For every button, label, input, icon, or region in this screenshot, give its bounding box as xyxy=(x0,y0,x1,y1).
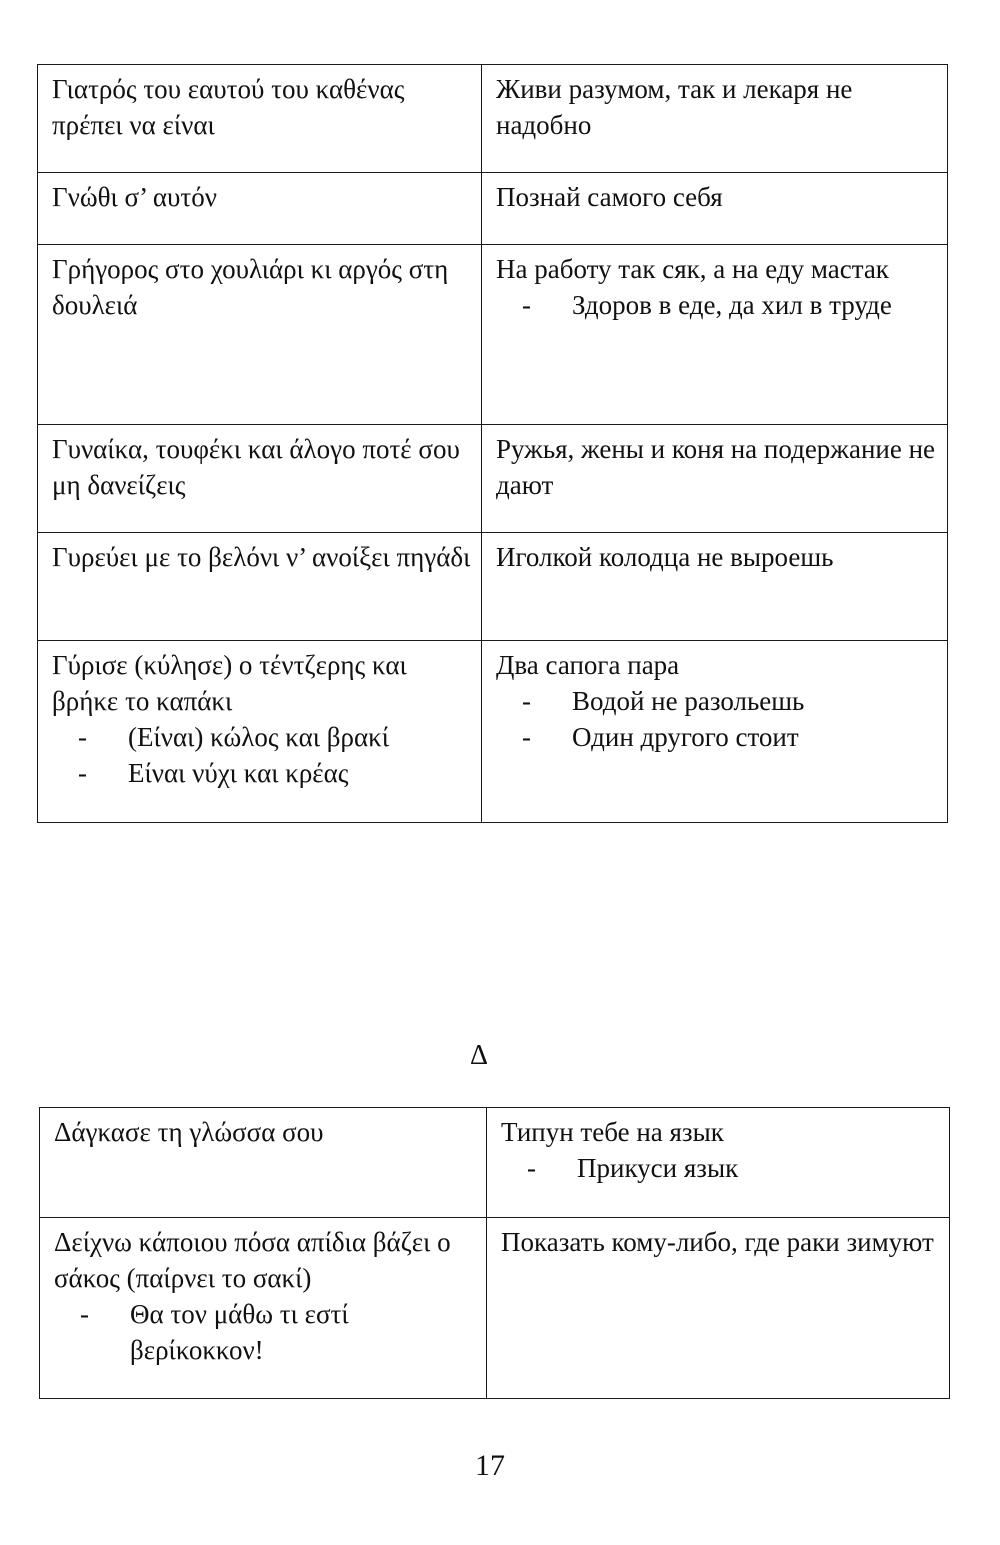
list-item xyxy=(522,719,937,755)
russian-cell xyxy=(482,425,948,533)
russian-cell xyxy=(482,173,948,245)
greek-proverb: Δάγκασε τη γλώσσα σου xyxy=(54,1117,324,1147)
greek-proverb: Δείχνω κάποιου πόσα απίδια βάζει ο σάκος (παίρνει το σακί) xyxy=(54,1227,451,1293)
greek-cell xyxy=(40,1218,487,1399)
russian-variants xyxy=(496,683,937,755)
greek-proverb: Γνώθι σ’ αυτόν xyxy=(52,182,217,212)
russian-cell xyxy=(482,65,948,173)
greek-proverb: Γύρισε (κύλησε) ο τέντζερης και βρήκε το καπάκι xyxy=(52,650,407,716)
table-row xyxy=(38,533,948,641)
variant-text: Один другого стоит xyxy=(572,722,799,752)
table-row xyxy=(40,1218,950,1399)
variant-text: Прикуси язык xyxy=(577,1153,739,1183)
russian-variants xyxy=(501,1150,939,1186)
greek-proverb: Γιατρός του εαυτού του καθένας πρέπει να είναι xyxy=(52,74,405,140)
variant-text: (Είναι) κώλος και βρακί xyxy=(128,722,390,752)
russian-equivalent: Типун тебе на язык xyxy=(501,1117,724,1147)
bullet-dash: - xyxy=(527,1153,536,1183)
list-item xyxy=(522,683,937,719)
russian-equivalent: Два сапога пара xyxy=(496,650,680,680)
russian-equivalent: На работу так сяк, а на еду мастак xyxy=(496,254,889,284)
list-item xyxy=(522,287,937,323)
table-row xyxy=(38,65,948,173)
proverb-table-gamma xyxy=(37,64,948,823)
greek-proverb: Γυρεύει με το βελόνι ν’ ανοίξει πηγάδι xyxy=(52,542,471,572)
list-item xyxy=(527,1150,939,1186)
russian-cell xyxy=(482,533,948,641)
bullet-dash: - xyxy=(522,722,531,752)
greek-cell xyxy=(40,1108,487,1218)
table-row xyxy=(38,173,948,245)
bullet-dash: - xyxy=(522,686,531,716)
russian-cell xyxy=(482,641,948,823)
greek-variants xyxy=(54,1296,476,1368)
list-item xyxy=(78,755,471,791)
greek-proverb: Γρήγορος στο χουλιάρι κι αργός στη δουλειά xyxy=(52,254,449,320)
list-item xyxy=(78,719,471,755)
table-row xyxy=(38,425,948,533)
greek-cell xyxy=(38,245,482,425)
bullet-dash: - xyxy=(78,758,87,788)
russian-equivalent: Живи разумом, так и лекаря не надобно xyxy=(496,74,853,140)
russian-equivalent: Показать кому-либо, где раки зимуют xyxy=(501,1227,934,1257)
bullet-dash: - xyxy=(522,290,531,320)
russian-equivalent: Познай самого себя xyxy=(496,182,723,212)
table-row xyxy=(38,641,948,823)
greek-cell xyxy=(38,641,482,823)
variant-text: Здоров в еде, да хил в труде xyxy=(572,290,892,320)
greek-cell xyxy=(38,173,482,245)
page-number: 17 xyxy=(475,1449,505,1482)
variant-text: Είναι νύχι και κρέας xyxy=(128,758,349,788)
russian-equivalent: Иголкой колодца не выроешь xyxy=(496,542,834,572)
greek-cell xyxy=(38,425,482,533)
proverb-table-delta xyxy=(39,1107,950,1399)
russian-cell xyxy=(487,1108,950,1218)
greek-cell xyxy=(38,533,482,641)
bullet-dash: - xyxy=(78,722,87,752)
russian-variants xyxy=(496,287,937,323)
table-row xyxy=(38,245,948,425)
russian-cell xyxy=(487,1218,950,1399)
variant-text: Θα τον μάθω τι εστί βερίκοκκον! xyxy=(130,1299,349,1365)
list-item xyxy=(80,1296,476,1368)
table-row xyxy=(40,1108,950,1218)
bullet-dash: - xyxy=(80,1299,89,1329)
russian-equivalent: Ружья, жены и коня на подержание не дают xyxy=(496,434,936,500)
greek-variants xyxy=(52,719,471,791)
section-heading-delta: Δ xyxy=(469,1040,488,1071)
greek-proverb: Γυναίκα, τουφέκι και άλογο ποτέ σου μη δανείζεις xyxy=(52,434,460,500)
variant-text: Водой не разольешь xyxy=(572,686,805,716)
russian-cell xyxy=(482,245,948,425)
greek-cell xyxy=(38,65,482,173)
